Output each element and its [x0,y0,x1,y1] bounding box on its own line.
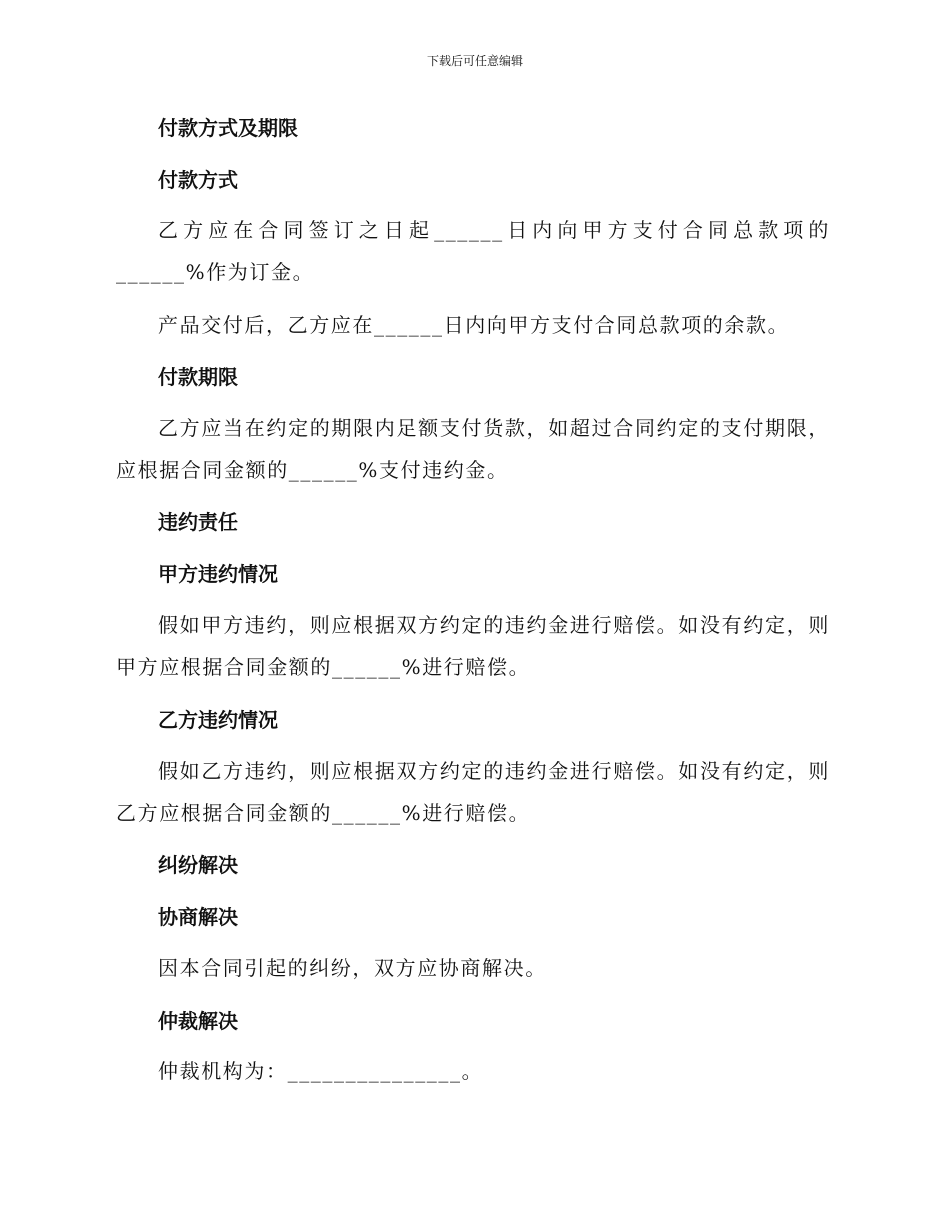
subsection-heading-negotiation: 协商解决 [158,905,238,929]
paragraph-negotiation: 因本合同引起的纠纷，双方应协商解决。 [158,956,547,980]
page-header-note: 下载后可任意编辑 [426,54,523,68]
paragraph-party-a-breach: 假如甲方违约，则应根据双方约定的违约金进行赔偿。如没有约定，则甲方应根据合同金额的______%进行赔偿。 [116,613,830,679]
section-heading-payment-terms: 付款方式及期限 [158,116,298,140]
subsection-heading-party-a-breach: 甲方违约情况 [158,562,278,586]
section-heading-dispute-resolution: 纠纷解决 [158,853,238,877]
subsection-heading-payment-method: 付款方式 [158,168,238,192]
section-heading-liability: 违约责任 [158,510,238,534]
subsection-heading-arbitration: 仲裁解决 [158,1009,238,1033]
subsection-heading-payment-deadline: 付款期限 [158,365,238,389]
paragraph-party-b-breach: 假如乙方违约，则应根据双方约定的违约金进行赔偿。如没有约定，则乙方应根据合同金额的______%进行赔偿。 [116,759,830,825]
paragraph-deposit: 乙方应在合同签订之日起______日内向甲方支付合同总款项的______%作为订金。 [116,218,830,284]
paragraph-late-payment: 乙方应当在约定的期限内足额支付货款，如超过合同约定的支付期限，应根据合同金额的______%支付违约金。 [116,416,830,482]
subsection-heading-party-b-breach: 乙方违约情况 [158,708,278,732]
paragraph-arbitration: 仲裁机构为：_______________。 [158,1059,484,1083]
paragraph-balance: 产品交付后，乙方应在______日内向甲方支付合同总款项的余款。 [158,313,790,337]
